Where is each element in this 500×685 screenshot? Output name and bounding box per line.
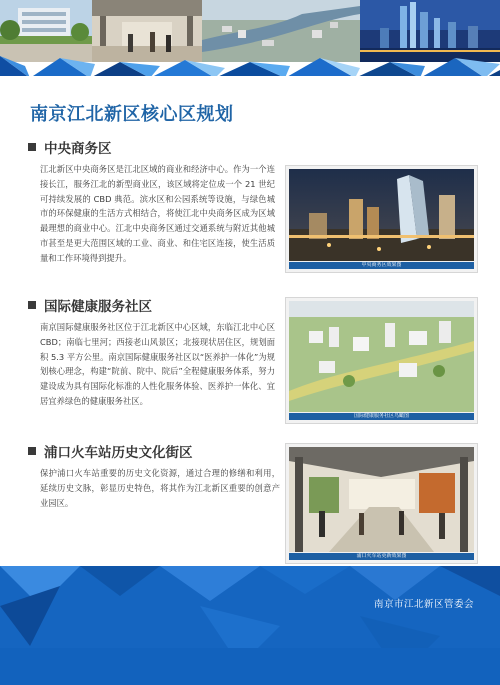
- figure-caption: 浦口火车站更新效果图: [289, 553, 474, 560]
- section-paragraph-pukou: 保护浦口火车站重要的历史文化资源，通过合理的修缮和利用，延续历史文脉，彰显历史特色，将其作为江北新区重要的创意产业园区。: [40, 468, 280, 508]
- footer-organization: 南京市江北新区管委会: [373, 599, 474, 610]
- footer-band: [0, 566, 500, 685]
- page-title: 南京江北新区核心区规划: [30, 104, 234, 125]
- section-title: 国际健康服务社区: [44, 299, 152, 315]
- square-bullet-icon: [28, 447, 36, 455]
- health-community-aerial-image: [289, 301, 474, 412]
- section-heading-pukou: [28, 441, 193, 461]
- pukou-station-figure: [285, 443, 478, 564]
- section-heading-health: [28, 295, 152, 315]
- section-heading-cbd: [28, 137, 112, 157]
- cbd-night-rendering-image: [289, 169, 474, 261]
- section-title: 中央商务区: [44, 141, 112, 157]
- section-title: 浦口火车站历史文化街区: [44, 445, 193, 461]
- figure-caption: 中央商务区效果图: [289, 262, 474, 269]
- cbd-rendering-figure: [285, 165, 478, 273]
- square-bullet-icon: [28, 301, 36, 309]
- square-bullet-icon: [28, 143, 36, 151]
- figure-caption: 国际健康服务社区鸟瞰图: [289, 413, 474, 420]
- health-community-figure: [285, 297, 478, 424]
- section-paragraph-health: 南京国际健康服务社区位于江北新区中心区域，东临江北中心区 CBD；南临七里河；西接老山风景区；北接现状居住区，规划面积 5.3 平方公里。南京国际健康服务社区以“医养护一体化”为规划核心理念，构建“院前、院中、院后”全程健康服务体系，努力建设成为具有国际化标准的人性化服务体验、医养护一体化、宜居宜养绿色的健康服务社区。: [40, 322, 275, 406]
- header-banner: [0, 0, 500, 76]
- triangle-pattern-band: [0, 44, 500, 76]
- section-paragraph-cbd: 江北新区中央商务区是江北区域的商业和经济中心。作为一个连接长江，服务江北的新型商业区，该区域将定位成一个 21 世纪可持续发展的 CBD 典范。滨水区和公园系统等设施，与绿色城市的环保健康的生活方式相结合，将使江北中央商务区成为区域最理想的商业中心。江北中央商务区通过交通系统与附近其他城市甚至是更大范围区域的工业、商业、和住宅区连接，使生活质量和工作环境得到提升。: [40, 164, 275, 263]
- pukou-station-rendering-image: [289, 447, 474, 552]
